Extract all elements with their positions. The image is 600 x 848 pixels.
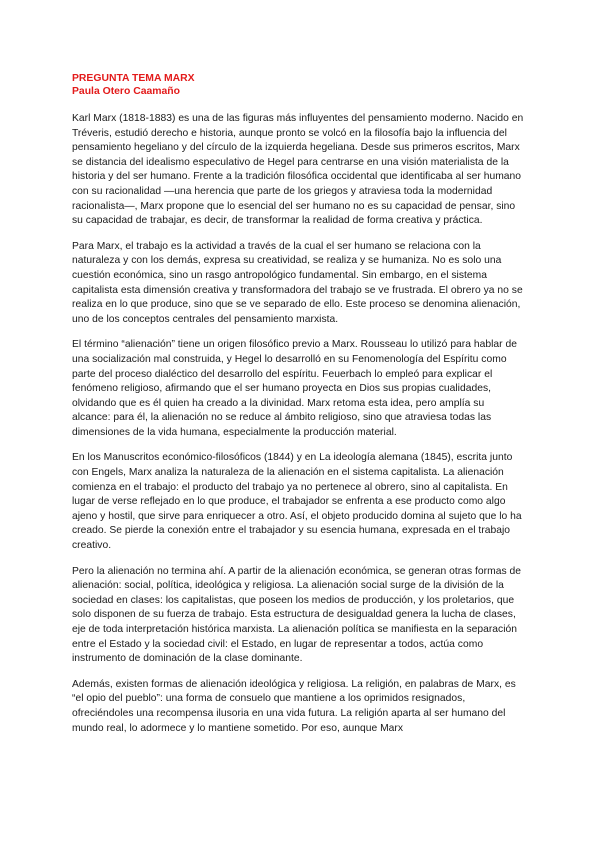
paragraph-religion: Además, existen formas de alienación ideológica y religiosa. La religión, en palabras de Marx, es “el opio del pueblo”: una forma de consuelo que mantiene a los oprimidos resignados, ofreciéndoles una recompensa ilusoria en una vida futura. La religión aparta al ser humano del mundo real, lo adormece y lo mantiene sometido. Por eso, aunque Marx: [72, 678, 516, 734]
document-content: [72, 72, 524, 747]
paragraph-trabajo: Para Marx, el trabajo es la actividad a través de la cual el ser humano se relaciona con la naturaleza y con los demás, expresa su creatividad, se realiza y se humaniza. No es solo una cuestión económica, sino un rasgo antropológico fundamental. Sin embargo, en el sistema capitalista esta dimensión creativa y transformadora del trabajo se ve frustrada. El obrero ya no se realiza en lo que produce, sino que se ve separado de ello. Este proceso se denomina alienación, uno de los conceptos centrales del pensamiento marxista.: [72, 240, 523, 325]
paragraph-manuscritos: En los Manuscritos económico-filosóficos (1844) y en La ideología alemana (1845), escrita junto con Engels, Marx analiza la naturaleza de la alienación en el sistema capitalista. La alienación comienza en el trabajo: el producto del trabajo ya no pertenece al obrero, sino al capitalista. En lugar de verse reflejado en lo que produce, el trabajador se enfrenta a ese producto como algo ajeno y hostil, que sirve para enriquecer a otro. Así, el objeto producido domina al sujeto que lo ha creado. Se pierde la conexión entre el trabajador y su esencia humana, expresada en el trabajo creativo.: [72, 452, 522, 552]
paragraph-intro: Karl Marx (1818-1883) es una de las figuras más influyentes del pensamiento moderno. Nacido en Tréveris, estudió derecho e historia, aunque pronto se volcó en la filosofía bajo la influencia del pensamiento hegeliano y del círculo de la izquierda hegeliana. Desde sus primeros escritos, Marx se distancia del idealismo especulativo de Hegel para centrarse en una visión materialista de la historia y del ser humano. Frente a la tradición filosófica occidental que identificaba al ser humano con su racionalidad —una herencia que parte de los griegos y atraviesa toda la modernidad racionalista—, Marx propone que lo esencial del ser humano no es su capacidad de pensar, sino su capacidad de trabajar, es decir, de transformar la realidad de forma creativa y práctica.: [72, 113, 524, 227]
document-title: PREGUNTA TEMA MARX: [72, 73, 195, 84]
document-author: Paula Otero Caamaño: [72, 86, 180, 97]
paragraph-formas-alienacion: Pero la alienación no termina ahí. A partir de la alienación económica, se generan otras formas de alienación: social, política, ideológica y religiosa. La alienación social surge de la división de la sociedad en clases: los capitalistas, que poseen los medios de producción, y los proletarios, que solo disponen de su fuerza de trabajo. Esta estructura de desigualdad genera la lucha de clases, eje de toda interpretación histórica marxista. La alienación política se manifiesta en la separación entre el Estado y la sociedad civil: el Estado, en lugar de representar a todos, actúa como instrumento de dominación de la clase dominante.: [72, 565, 521, 665]
paragraph-termino-alienacion: El término “alienación” tiene un origen filosófico previo a Marx. Rousseau lo utilizó para hablar de una socialización mal construida, y Hegel lo desarrolló en su Fenomenología del Espíritu como parte del proceso dialéctico del desarrollo del espíritu. Feuerbach lo empleó para explicar el fenómeno religioso, afirmando que el ser humano proyecta en Dios sus propias cualidades, olvidando que es él quien ha creado a la divinidad. Marx retoma esta idea, pero amplía su alcance: para él, la alienación no se reduce al ámbito religioso, sino que atraviesa todas las dimensiones de la vida humana, especialmente la producción material.: [72, 339, 518, 438]
